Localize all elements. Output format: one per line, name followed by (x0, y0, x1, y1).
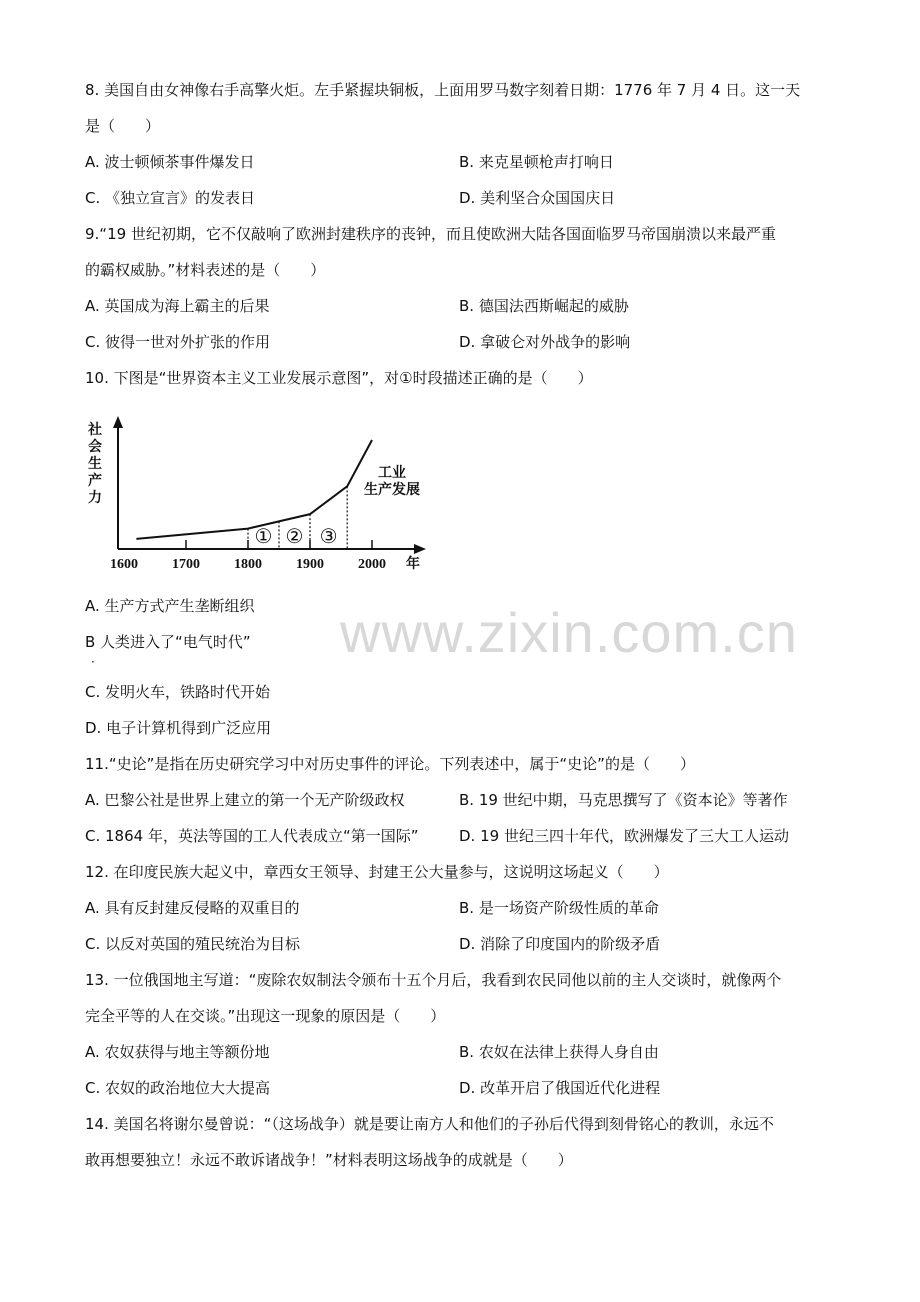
watermark: www.zixin.com.cn (340, 601, 798, 664)
q8-option-b[interactable]: B. 来克星顿枪声打响日 (459, 153, 614, 171)
annotation-line1: 工业 (378, 466, 406, 481)
q13-stem-line2: 完全平等的人在交谈。”出现这一现象的原因是（ ） (85, 1007, 446, 1025)
q9-stem-line1: 9.“19 世纪初期，它不仅敲响了欧洲封建秩序的丧钟，而且使欧洲大陆各国面临罗马帝国崩溃以来最严重 (85, 225, 776, 243)
period-label: ② (285, 526, 304, 548)
y-axis-label-char: 会 (88, 440, 102, 455)
series-line (136, 440, 372, 539)
q9-option-c[interactable]: C. 彼得一世对外扩张的作用 (85, 333, 271, 351)
q9-option-a[interactable]: A. 英国成为海上霸主的后果 (85, 297, 270, 315)
x-axis-arrow (414, 544, 426, 554)
q13-stem-line1: 13. 一位俄国地主写道：“废除农奴制法令颁布十五个月后，我看到农民同他以前的主人交谈时，就像两个 (85, 971, 782, 989)
x-tick-label: 1800 (234, 557, 262, 572)
y-axis-label-char: 生 (88, 457, 102, 472)
q9-option-d[interactable]: D. 拿破仑对外战争的影响 (459, 333, 631, 351)
x-tick-label: 2000 (358, 557, 386, 572)
q11-option-b[interactable]: B. 19 世纪中期，马克思撰写了《资本论》等著作 (459, 791, 788, 809)
x-axis-label: 年 (406, 557, 420, 572)
x-tick-label: 1900 (296, 557, 324, 572)
q11-stem-line1: 11.“史论”是指在历史研究学习中对历史事件的评论。下列表述中，属于“史论”的是（ ） (85, 755, 695, 773)
q14-stem-line2: 敢再想要独立！永远不敢诉诸战争！”材料表明这场战争的成就是（ ） (85, 1151, 573, 1169)
q11-option-c[interactable]: C. 1864 年，英法等国的工人代表成立“第一国际” (85, 827, 419, 845)
period-label: ① (254, 526, 273, 548)
q13-option-c[interactable]: C. 农奴的政治地位大大提高 (85, 1079, 271, 1097)
q9-stem-line2: 的霸权威胁。”材料表述的是（ ） (85, 261, 326, 279)
q9-option-b[interactable]: B. 德国法西斯崛起的威胁 (459, 297, 629, 315)
q11-option-d[interactable]: D. 19 世纪三四十年代，欧洲爆发了三大工人运动 (459, 827, 789, 845)
q10-option-c[interactable]: C. 发明火车，铁路时代开始 (85, 683, 271, 701)
q12-option-d[interactable]: D. 消除了印度国内的阶级矛盾 (459, 935, 661, 953)
q10-option-b[interactable]: B 人类进入了“电气时代” (85, 633, 251, 651)
y-axis-arrow (113, 416, 123, 428)
annotation-line2: 生产发展 (364, 483, 420, 498)
industry-development-chart (80, 412, 430, 580)
q8-option-a[interactable]: A. 波士顿倾茶事件爆发日 (85, 153, 255, 171)
q10-option-b-dot: · (91, 655, 95, 669)
x-tick-label: 1600 (110, 557, 138, 572)
q12-option-a[interactable]: A. 具有反封建反侵略的双重目的 (85, 899, 300, 917)
period-label: ③ (319, 526, 338, 548)
q13-option-a[interactable]: A. 农奴获得与地主等额份地 (85, 1043, 270, 1061)
y-axis-label-char: 产 (88, 474, 102, 489)
q14-stem-line1: 14. 美国名将谢尔曼曾说：“（这场战争）就是要让南方人和他们的子孙后代得到刻骨铭心的教训，永远不 (85, 1115, 774, 1133)
y-axis-label-char: 力 (88, 491, 102, 506)
q8-option-c[interactable]: C. 《独立宣言》的发表日 (85, 189, 256, 207)
q10-option-d[interactable]: D. 电子计算机得到广泛应用 (85, 719, 272, 737)
q12-option-b[interactable]: B. 是一场资产阶级性质的革命 (459, 899, 659, 917)
q13-option-d[interactable]: D. 改革开启了俄国近代化进程 (459, 1079, 661, 1097)
q8-stem-line1: 8. 美国自由女神像右手高擎火炬。左手紧握块铜板，上面用罗马数字刻着日期：1776 年 7 月 4 日。这一天 (85, 81, 801, 99)
q8-stem-line2: 是（ ） (85, 117, 161, 135)
q10-option-a[interactable]: A. 生产方式产生垄断组织 (85, 597, 255, 615)
q11-option-a[interactable]: A. 巴黎公社是世界上建立的第一个无产阶级政权 (85, 791, 405, 809)
x-tick-label: 1700 (172, 557, 200, 572)
y-axis-label-char: 社 (88, 423, 102, 438)
q8-option-d[interactable]: D. 美利坚合众国国庆日 (459, 189, 616, 207)
q12-option-c[interactable]: C. 以反对英国的殖民统治为目标 (85, 935, 301, 953)
q12-stem-line1: 12. 在印度民族大起义中，章西女王领导、封建王公大量参与，这说明这场起义（ ） (85, 863, 669, 881)
q13-option-b[interactable]: B. 农奴在法律上获得人身自由 (459, 1043, 659, 1061)
q10-stem-line1: 10. 下图是“世界资本主义工业发展示意图”，对①时段描述正确的是（ ） (85, 369, 593, 387)
